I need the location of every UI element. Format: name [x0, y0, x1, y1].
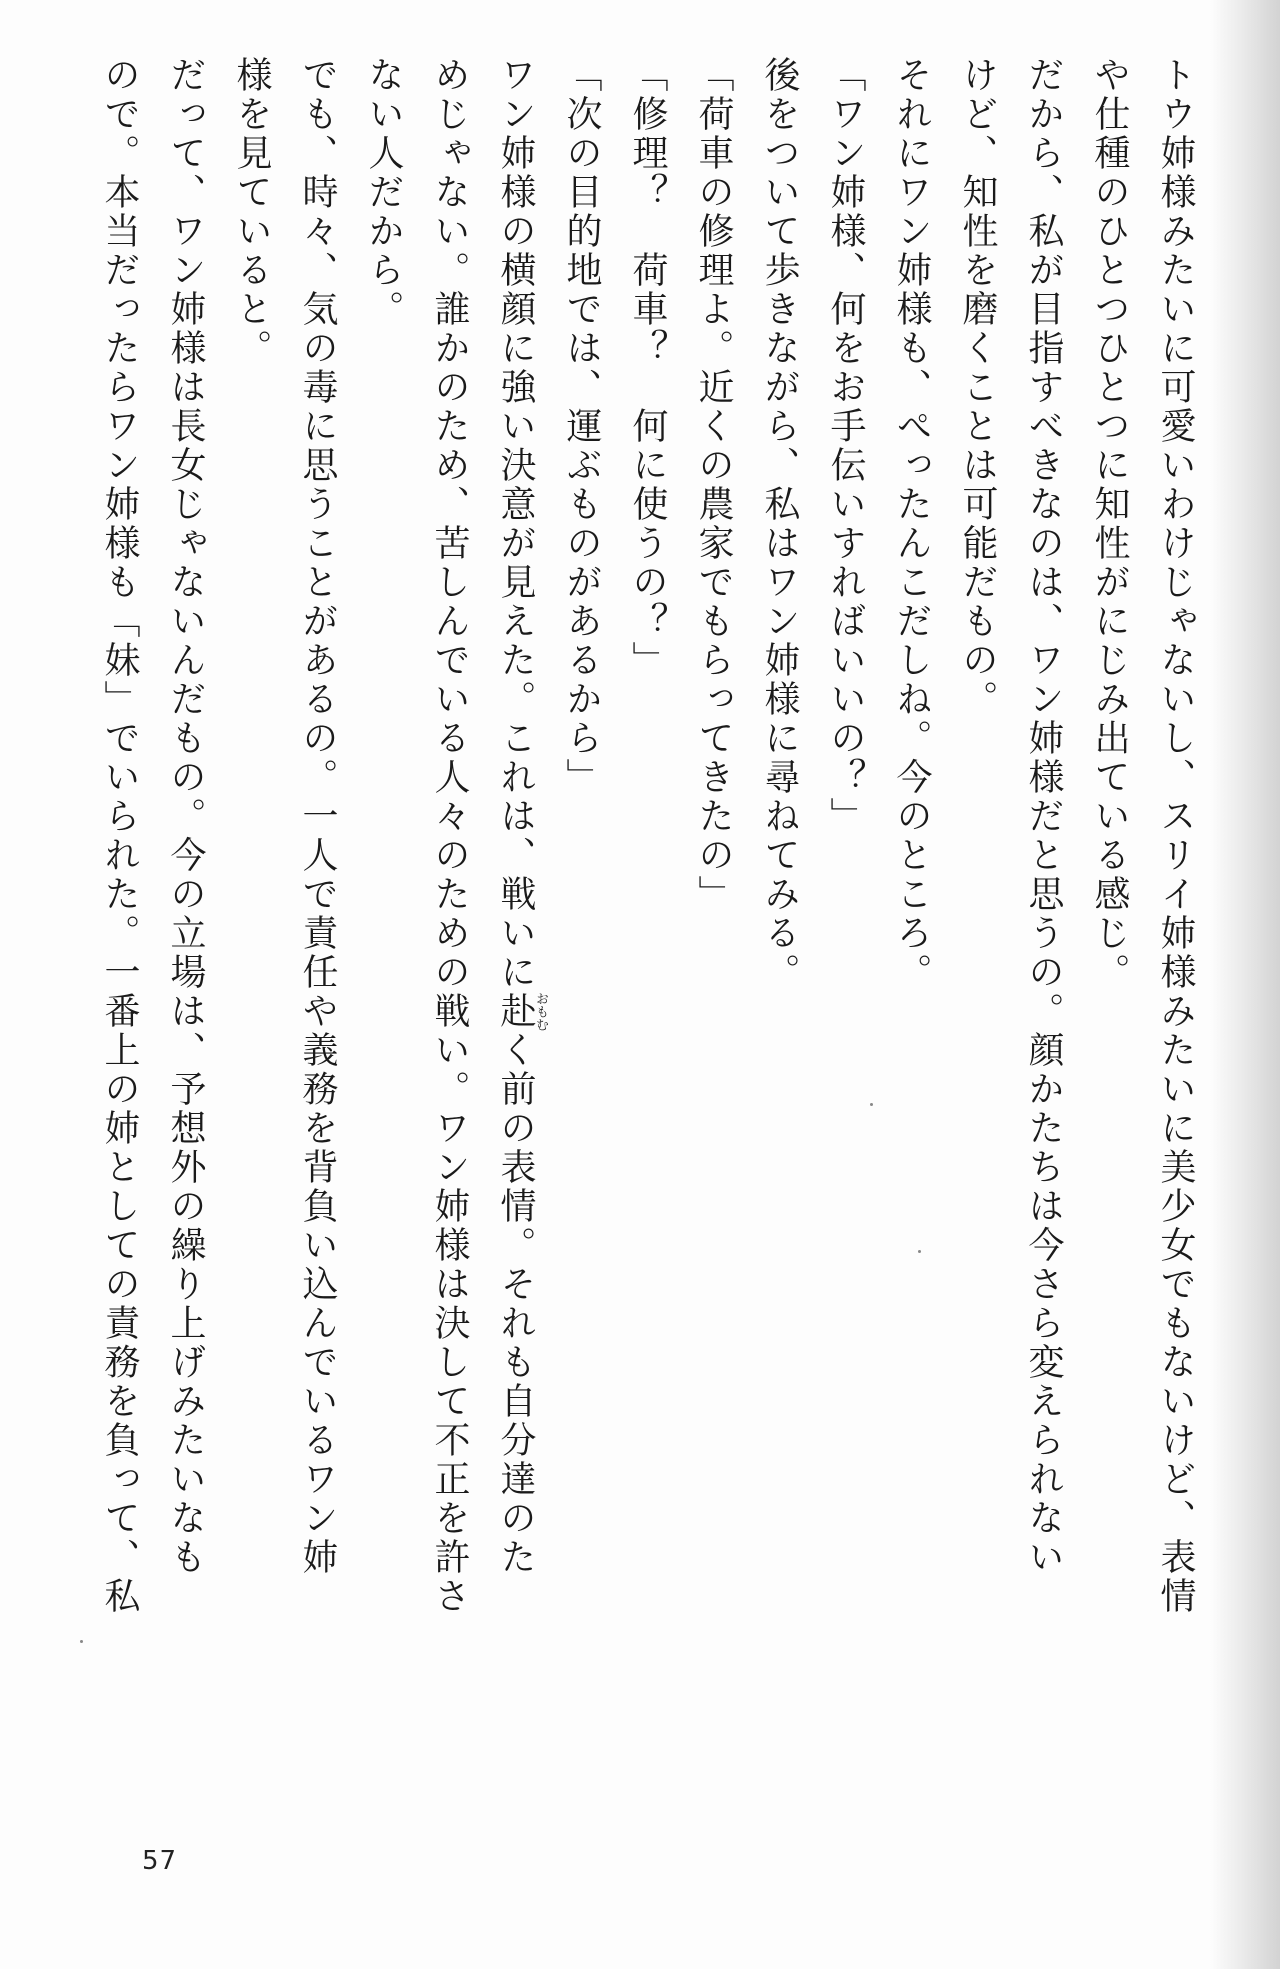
- text-line: 後をついて歩きながら、私はワン姉様に尋ねてみる。: [759, 56, 800, 992]
- text-line: ない人だから。: [363, 56, 404, 329]
- ruby-annotation: [495, 992, 548, 1031]
- text-line-with-ruby: [482, 56, 548, 1616]
- text-line: だから、私が目指すべきなのは、ワン姉様だと思うの。顔かたちは今さら変えられない: [1023, 56, 1064, 1577]
- text-line: 「ワン姉様、何をお手伝いすればいいの？」: [825, 56, 866, 836]
- scan-speck: [918, 1250, 921, 1253]
- ruby-base: 赴: [495, 992, 536, 1031]
- text-line: 「修理？ 荷車？ 何に使うの？」: [627, 56, 668, 680]
- body-text-block: [99, 56, 1208, 1616]
- text-segment: ワン姉様の横顔に強い決意が見えた。これは、戦いに: [495, 56, 536, 992]
- ruby-reading: おもむ: [533, 992, 548, 1031]
- page-gutter-shadow: [1210, 0, 1280, 1969]
- text-line: でも、時々、気の毒に思うことがあるの。一人で責任や義務を背負い込んでいるワン姉: [297, 56, 338, 1577]
- text-line: けど、知性を磨くことは可能だもの。: [957, 56, 998, 719]
- text-line: 「荷車の修理よ。近くの農家でもらってきたの」: [693, 56, 734, 914]
- page-number: 57: [142, 1846, 178, 1876]
- text-line: トウ姉様みたいに可愛いわけじゃないし、スリイ姉様みたいに美少女でもないけど、表情: [1155, 56, 1196, 1616]
- text-line: ので。本当だったらワン姉様も「妹」でいられた。一番上の姉としての責務を負って、私: [99, 56, 140, 1616]
- text-line: 様を見ていると。: [231, 56, 272, 368]
- text-line: めじゃない。誰かのため、苦しんでいる人々のための戦い。ワン姉様は決して不正を許さ: [429, 56, 470, 1616]
- text-line: だって、ワン姉様は長女じゃないんだもの。今の立場は、予想外の繰り上げみたいなも: [165, 56, 206, 1577]
- text-segment: く前の表情。それも自分達のた: [495, 1031, 536, 1577]
- text-line: や仕種のひとつひとつに知性がにじみ出ている感じ。: [1089, 56, 1130, 992]
- scan-speck: [80, 1640, 83, 1643]
- text-line: 「次の目的地では、運ぶものがあるから」: [561, 56, 602, 797]
- scan-speck: [870, 1103, 873, 1106]
- vertical-text-column: [99, 56, 1208, 1616]
- text-line: それにワン姉様も、ぺったんこだしね。今のところ。: [891, 56, 932, 992]
